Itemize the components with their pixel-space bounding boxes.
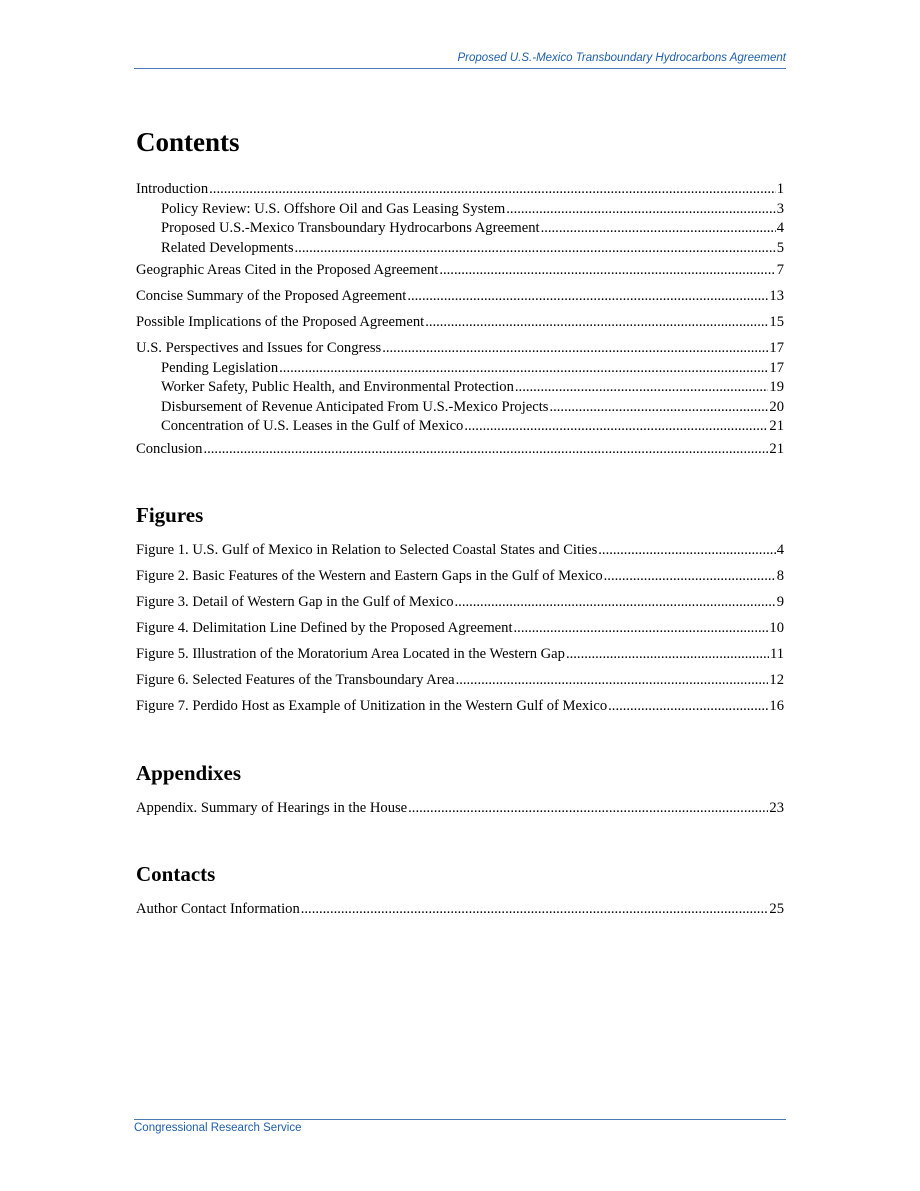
figures-section: [136, 501, 784, 717]
toc-entry-page: 1: [776, 181, 784, 197]
toc-entry[interactable]: [136, 567, 784, 587]
toc-entry[interactable]: [136, 593, 784, 613]
toc-entry[interactable]: [136, 200, 784, 220]
toc-entry-title: Conclusion: [136, 440, 203, 457]
contents-section: [136, 124, 784, 459]
toc-entry[interactable]: [136, 339, 784, 359]
dot-leader: [549, 398, 768, 418]
dot-leader: [541, 219, 776, 239]
toc-entry-title: Possible Implications of the Proposed Agreement: [136, 314, 425, 330]
toc-entry-title: Figure 2. Basic Features of the Western and Eastern Gaps in the Gulf of Mexico: [136, 568, 603, 584]
toc-entry-title: Geographic Areas Cited in the Proposed Agreement: [136, 262, 439, 278]
appendixes-heading: Appendixes: [136, 760, 242, 785]
dot-leader: [515, 378, 769, 398]
toc-entry[interactable]: [136, 180, 784, 200]
toc-entry[interactable]: [136, 359, 784, 379]
toc-entry[interactable]: [136, 645, 784, 665]
dot-leader: [566, 645, 769, 665]
toc-entry-page: 4: [776, 220, 784, 236]
toc-entry[interactable]: [136, 219, 784, 239]
toc-entry-page: 10: [769, 620, 784, 636]
contents-heading: Contents: [136, 127, 240, 157]
toc-entry-page: 11: [769, 646, 784, 662]
toc-entry[interactable]: [136, 287, 784, 307]
table-of-contents: [136, 124, 784, 920]
toc-entry-title: Figure 4. Delimitation Line Defined by the Proposed Agreement: [136, 620, 513, 636]
toc-entry[interactable]: [136, 378, 784, 398]
contacts-heading: Contacts: [136, 862, 216, 886]
toc-entry-page: 23: [769, 799, 784, 816]
toc-entry-title: Introduction: [136, 181, 209, 197]
running-footer: Congressional Research Service: [134, 1122, 302, 1134]
dot-leader: [604, 567, 776, 587]
figures-heading: Figures: [136, 503, 204, 527]
dot-leader: [464, 417, 768, 437]
toc-entry[interactable]: [136, 239, 784, 259]
toc-entry-title: Related Developments: [161, 239, 294, 256]
toc-entry-page: 21: [769, 418, 784, 434]
toc-entry-page: 19: [769, 379, 784, 395]
dot-leader: [608, 697, 768, 717]
toc-entry-page: 12: [769, 672, 784, 688]
toc-entry-page: 5: [776, 239, 784, 256]
toc-entry[interactable]: [136, 440, 784, 460]
dot-leader: [382, 339, 768, 359]
dot-leader: [455, 593, 776, 613]
appendixes-section: [136, 759, 784, 819]
toc-entry[interactable]: [136, 671, 784, 691]
toc-entry-title: Author Contact Information: [136, 901, 300, 917]
running-header: Proposed U.S.-Mexico Transboundary Hydrocarbons Agreement: [457, 52, 786, 64]
toc-entry-title: Figure 5. Illustration of the Moratorium Area Located in the Western Gap: [136, 646, 565, 662]
dot-leader: [295, 239, 776, 259]
toc-entry[interactable]: [136, 313, 784, 333]
toc-entry-title: Appendix. Summary of Hearings in the House: [136, 799, 408, 816]
dot-leader: [598, 541, 775, 561]
toc-entry-page: 8: [776, 568, 784, 584]
dot-leader: [456, 671, 769, 691]
toc-entry-page: 21: [769, 440, 784, 457]
toc-entry-page: 7: [776, 262, 784, 278]
dot-leader: [209, 180, 776, 200]
toc-entry-title: Figure 1. U.S. Gulf of Mexico in Relation to Selected Coastal States and Cities: [136, 542, 598, 558]
contacts-section: [136, 860, 784, 920]
toc-entry[interactable]: [136, 900, 784, 920]
toc-entry-title: Figure 7. Perdido Host as Example of Unitization in the Western Gulf of Mexico: [136, 698, 608, 714]
dot-leader: [425, 313, 768, 333]
toc-entry-title: Worker Safety, Public Health, and Environmental Protection: [161, 379, 514, 395]
toc-entry-title: Concise Summary of the Proposed Agreement: [136, 288, 407, 304]
footer-rule: [134, 1119, 786, 1120]
dot-leader: [407, 287, 768, 307]
toc-entry-page: 17: [769, 340, 784, 356]
toc-entry-title: Pending Legislation: [161, 359, 279, 376]
toc-entry-page: 25: [769, 901, 784, 917]
dot-leader: [408, 799, 768, 819]
toc-entry-page: 4: [776, 542, 784, 558]
toc-entry-page: 9: [776, 594, 784, 610]
toc-entry-page: 20: [769, 398, 784, 415]
toc-entry-page: 3: [776, 200, 784, 217]
toc-entry-page: 15: [769, 314, 784, 330]
dot-leader: [279, 359, 768, 379]
dot-leader: [439, 261, 775, 281]
toc-entry-title: Proposed U.S.-Mexico Transboundary Hydrocarbons Agreement: [161, 220, 540, 236]
toc-entry[interactable]: [136, 697, 784, 717]
toc-entry[interactable]: [136, 799, 784, 819]
toc-entry-title: Disbursement of Revenue Anticipated From U.S.-Mexico Projects: [161, 398, 549, 415]
header-rule: [134, 68, 786, 69]
toc-entry-page: 16: [769, 698, 784, 714]
toc-entry-title: Policy Review: U.S. Offshore Oil and Gas Leasing System: [161, 200, 506, 217]
toc-entry[interactable]: [136, 541, 784, 561]
toc-entry-page: 17: [769, 359, 784, 376]
toc-entry[interactable]: [136, 261, 784, 281]
toc-entry-page: 13: [769, 288, 784, 304]
toc-entry[interactable]: [136, 417, 784, 437]
toc-entry-title: Figure 6. Selected Features of the Transboundary Area: [136, 672, 455, 688]
toc-entry-title: Concentration of U.S. Leases in the Gulf of Mexico: [161, 418, 464, 434]
dot-leader: [203, 440, 768, 460]
toc-entry-title: Figure 3. Detail of Western Gap in the Gulf of Mexico: [136, 594, 454, 610]
toc-entry[interactable]: [136, 398, 784, 418]
dot-leader: [514, 619, 769, 639]
toc-entry[interactable]: [136, 619, 784, 639]
dot-leader: [506, 200, 775, 220]
dot-leader: [301, 900, 769, 920]
toc-entry-title: U.S. Perspectives and Issues for Congress: [136, 340, 382, 356]
